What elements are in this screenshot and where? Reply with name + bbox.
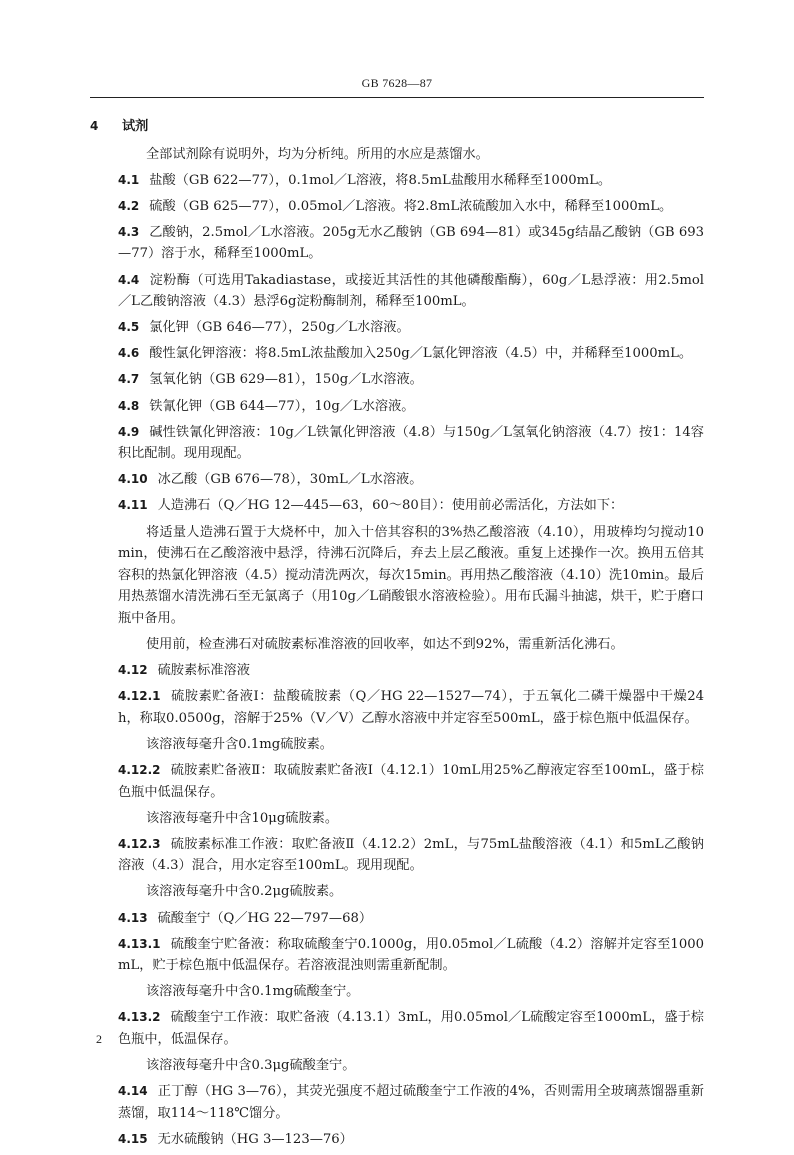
paragraph-text: 淀粉酶（可选用Takadiastase，或接近其活性的其他磷酸酯酶），60g／L悬浮液：用2.5mol／L乙酸钠溶液（4.3）悬浮6g淀粉酶制剂，稀释至100mL。 (118, 272, 704, 310)
document-body (90, 116, 704, 1155)
clause-number: 4.2 (118, 198, 140, 213)
paragraph-text: 硫胺素标准溶液 (157, 663, 250, 679)
paragraph-text: 该溶液每毫升含0.1mg硫胺素。 (146, 736, 333, 752)
paragraph-text: 硫酸奎宁工作液：取贮备液（4.13.1）3mL，用0.05mol／L硫酸定容至1000mL，盛于棕色瓶中，低温保存。 (118, 1010, 704, 1047)
paragraph (90, 144, 704, 166)
paragraph (90, 222, 704, 265)
clause-number: 4.9 (118, 424, 140, 439)
paragraph-list (90, 144, 704, 1151)
paragraph-text: 碱性铁氰化钾溶液：10g／L铁氰化钾溶液（4.8）与150g／L氢氧化钠溶液（4.7）按1：14容积比配制。现用现配。 (118, 424, 704, 462)
paragraph (90, 934, 704, 977)
clause-number: 4.12.1 (118, 689, 161, 704)
clause-number: 4.13 (118, 910, 148, 925)
clause-number: 4.6 (118, 346, 140, 361)
paragraph-text: 该溶液每毫升中含10μg硫胺素。 (146, 810, 339, 826)
section-title: 试剂 (122, 119, 149, 134)
clause-number: 4.12 (118, 663, 148, 678)
paragraph-text: 该溶液每毫升中含0.1mg硫酸奎宁。 (146, 984, 360, 1000)
clause-number: 4.4 (118, 272, 140, 287)
clause-number: 4.13.1 (118, 936, 161, 951)
paragraph-text: 硫酸（GB 625—77），0.05mol／L溶液。将2.8mL浓硫酸加入水中，稀释至1000mL。 (149, 198, 673, 214)
paragraph (90, 422, 704, 465)
clause-number: 4.13.2 (118, 1010, 161, 1025)
paragraph (90, 981, 704, 1003)
page-header: GB 7628—87 (361, 76, 433, 90)
clause-number: 4.12.3 (118, 836, 161, 851)
paragraph (90, 469, 704, 491)
paragraph-text: 铁氰化钾（GB 644—77），10g／L水溶液。 (149, 398, 415, 414)
paragraph (90, 1007, 704, 1050)
paragraph (90, 634, 704, 656)
paragraph (90, 686, 704, 729)
paragraph (90, 1055, 704, 1077)
paragraph (90, 522, 704, 630)
paragraph-text: 无水硫酸钠（HG 3—123—76） (157, 1131, 353, 1147)
paragraph-text: 该溶液每毫升中含0.2μg硫胺素。 (146, 884, 343, 900)
clause-number: 4.3 (118, 224, 140, 239)
paragraph (90, 808, 704, 830)
paragraph-text: 人造沸石（Q／HG 12—445—63，60～80目）：使用前必需活化，方法如下： (157, 498, 624, 514)
header-rule (90, 97, 704, 98)
paragraph-text: 乙酸钠，2.5mol／L水溶液。205g无水乙酸钠（GB 694—81）或345g结晶乙酸钠（GB 693—77）溶于水，稀释至1000mL。 (118, 224, 704, 262)
section-number: 4 (90, 119, 99, 133)
paragraph-text: 氢氧化钠（GB 629—81），150g／L水溶液。 (149, 372, 423, 388)
paragraph-text: 硫胺素贮备液Ⅱ：取硫胺素贮备液Ⅰ（4.12.1）10mL用25%乙醇液定容至100mL，盛于棕色瓶中低温保存。 (118, 762, 704, 800)
paragraph-text: 使用前，检查沸石对硫胺素标准溶液的回收率，如达不到92%，需重新活化沸石。 (146, 636, 624, 652)
paragraph-text: 盐酸（GB 622—77），0.1mol／L溶液，将8.5mL盐酸用水稀释至1000mL。 (149, 172, 612, 188)
paragraph (90, 760, 704, 803)
paragraph-text: 硫酸奎宁（Q／HG 22—797—68） (157, 910, 373, 926)
paragraph-text: 全部试剂除有说明外，均为分析纯。所用的水应是蒸馏水。 (146, 146, 489, 162)
paragraph (90, 369, 704, 391)
clause-number: 4.7 (118, 372, 140, 387)
paragraph (90, 495, 704, 517)
paragraph-text: 正丁醇（HG 3—76），其荧光强度不超过硫酸奎宁工作液的4%，否则需用全玻璃蒸馏器重新蒸馏，取114～118℃馏分。 (118, 1084, 704, 1121)
paragraph-text: 酸性氯化钾溶液：将8.5mL浓盐酸加入250g／L氯化钾溶液（4.5）中，并稀释至1000mL。 (149, 346, 693, 362)
paragraph (90, 881, 704, 903)
paragraph (90, 343, 704, 365)
paragraph (90, 270, 704, 313)
paragraph (90, 170, 704, 192)
paragraph-text: 将适量人造沸石置于大烧杯中，加入十倍其容积的3%热乙酸溶液（4.10），用玻棒均匀搅动10min，使沸石在乙酸溶液中悬浮，待沸石沉降后，弃去上层乙酸液。重复上述操作一次。换用五倍其容积的热氯化钾溶液（4.5）搅动清洗两次，每次15min。再用热乙酸溶液（4.10）洗10min。最后用热蒸馏水清洗沸石至无氯离子（用10g／L硝酸银水溶液检验）。用布氏漏斗抽滤，烘干，贮于磨口瓶中备用。 (118, 524, 704, 626)
paragraph (90, 908, 704, 930)
paragraph-text: 硫胺素标准工作液：取贮备液Ⅱ（4.12.2）2mL，与75mL盐酸溶液（4.1）和5mL乙酸钠溶液（4.3）混合，用水定容至100mL。现用现配。 (118, 836, 704, 874)
paragraph (90, 834, 704, 877)
paragraph (90, 1129, 704, 1151)
paragraph (90, 317, 704, 339)
paragraph-text: 冰乙酸（GB 676—78），30mL／L水溶液。 (157, 472, 423, 488)
clause-number: 4.11 (118, 498, 148, 513)
clause-number: 4.1 (118, 172, 140, 187)
section-heading (90, 116, 704, 138)
paragraph (90, 734, 704, 756)
page-number: 2 (96, 1032, 102, 1046)
clause-number: 4.14 (118, 1084, 148, 1099)
paragraph (90, 396, 704, 418)
paragraph-text: 硫胺素贮备液Ⅰ：盐酸硫胺素（Q／HG 22—1527—74），于五氧化二磷干燥器中干燥24h，称取0.0500g，溶解于25%（V／V）乙醇水溶液中并定容至500mL，盛于棕色瓶中低温保存。 (118, 689, 704, 726)
clause-number: 4.12.2 (118, 762, 161, 777)
paragraph (90, 1081, 704, 1124)
paragraph-text: 该溶液每毫升中含0.3μg硫酸奎宁。 (146, 1058, 356, 1074)
paragraph-text: 氯化钾（GB 646—77），250g／L水溶液。 (149, 320, 410, 336)
paragraph-text: 硫酸奎宁贮备液：称取硫酸奎宁0.1000g，用0.05mol／L硫酸（4.2）溶解并定容至1000mL，贮于棕色瓶中低温保存。若溶液混浊则需重新配制。 (118, 936, 704, 974)
clause-number: 4.10 (118, 472, 148, 487)
clause-number: 4.15 (118, 1131, 148, 1146)
paragraph (90, 196, 704, 218)
clause-number: 4.5 (118, 320, 140, 335)
clause-number: 4.8 (118, 398, 140, 413)
paragraph (90, 660, 704, 682)
